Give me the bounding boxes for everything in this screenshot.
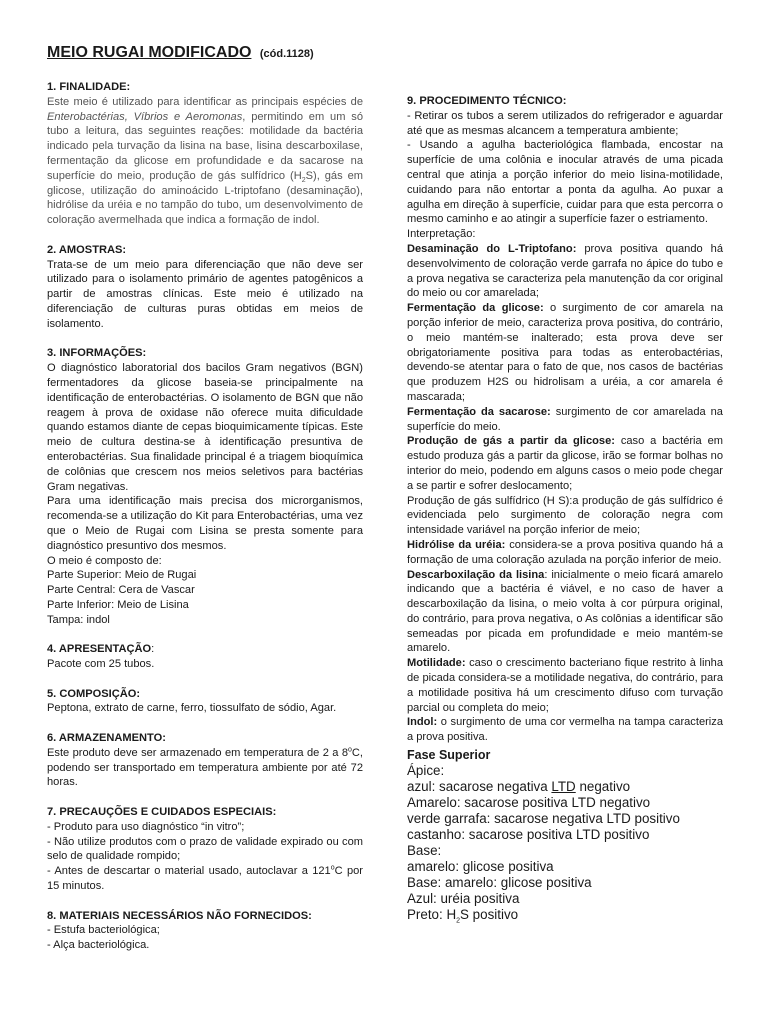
fase-base-amarelo: Base: amarelo: glicose positiva <box>407 875 592 891</box>
interp-label: Fermentação da sacarose: <box>407 405 551 418</box>
title-main: MEIO RUGAI MODIFICADO <box>47 44 252 61</box>
section-materiais <box>47 909 363 953</box>
fase-amarelo: Amarelo: sacarose positiva LTD negativo <box>407 795 651 811</box>
interpretacao-label: Interpretação: <box>407 228 476 241</box>
finalidade-t1: Este meio é utilizado para identificar as principais espécies de <box>47 95 363 108</box>
section-title-informacoes: 3. INFORMAÇÕES: <box>47 347 147 360</box>
apresentacao-colon: : <box>151 643 155 656</box>
fase-azul <box>407 779 723 795</box>
informacoes-l2: Parte Superior: Meio de Rugai <box>47 569 197 582</box>
informacoes-l4: Parte Inferior: Meio de Lisina <box>47 598 189 611</box>
armazenamento-text <box>47 746 363 790</box>
armazenamento-t1: Este produto deve ser armazenado em temperatura de 2 a 8 <box>47 746 348 759</box>
section-title-procedimento: 9. PROCEDIMENTO TÉCNICO: <box>407 95 567 107</box>
section-title-armazenamento: 6. ARMAZENAMENTO: <box>47 732 166 745</box>
informacoes-l3: Parte Central: Cera de Vascar <box>47 584 195 597</box>
interp-text: considera-se a prova positiva quando há a formação de uma coloração azulada na porção inferior de meio. <box>407 538 723 566</box>
left-column <box>47 80 363 968</box>
fase-azul-ltd: LTD <box>551 779 576 795</box>
section-title-apresentacao <box>47 642 363 657</box>
section-title-precaucoes: 7. PRECAUÇÕES E CUIDADOS ESPECIAIS: <box>47 806 277 819</box>
interp-label: Hidrólise da uréia: <box>407 538 506 551</box>
fase-preto-b: S positivo <box>460 907 519 923</box>
section-informacoes <box>47 346 363 627</box>
title-code: (cód.1128) <box>259 48 314 60</box>
procedimento-l2: - Usando a agulha bacteriológica flambada, encostar na superfície de uma colônia e inocular através de uma picada central que atinja a porção inferior do meio lisina-motilidade, cuidando para não entortar a ponta da agulha. Ao puxar a agulha em direção à superfície, cuidar para que esta percorra o mesmo caminho e ao atingir a superfície fazer o estriamento. <box>407 139 723 226</box>
fase-preto-sub: 2 <box>456 917 461 925</box>
fase-preto-a: Preto: H <box>407 907 457 923</box>
interp-item-glicose <box>407 301 723 405</box>
interp-item-triptofano <box>407 242 723 301</box>
interp-text: prova positiva quando há desenvolvimento de coloração verde garrafa no ápice do tubo e a prova negativa se caracteriza pela manutenção da cor original do meio ou cor amarelada; <box>407 242 723 300</box>
fase-amarelo2: amarelo: glicose positiva <box>407 859 554 875</box>
precaucoes-l3b: C por 15 minutos. <box>47 865 363 893</box>
interp-text: o surgimento de uma cor vermelha na tampa caracteriza a prova positiva. <box>407 716 723 744</box>
interp-text: caso a bactéria em estudo produza gás a partir da glicose, irão se formar bolhas no interior do meio, podendo em alguns casos o meio pode chegar a se partir e sofrer deslocamento; <box>407 435 723 492</box>
section-armazenamento <box>47 731 363 790</box>
interp-item-indol <box>407 715 723 745</box>
interp-text: : inicialmente o meio ficará amarelo indicando que a bactéria é viável, e no caso de haver a descarboxilação da lisina, o meio volta à cor púrpura original, do contrário, para prova negativa, o As colônias a identificar são semeadas por picada em profundidade e meio mantém-se amarelo. <box>407 568 723 655</box>
amostras-text: Trata-se de um meio para diferenciação que não deve ser utilizado para o isolamento primário de agentes patogênicos a partir de amostras clínicas. Este meio é utilizado na diferenciação de culturas puras obtidas em meios de isolamento. <box>47 258 363 330</box>
precaucoes-sup: o <box>330 864 335 872</box>
precaucoes-l2: - Não utilize produtos com o prazo de validade expirado ou com selo de qualidade rompido; <box>47 835 363 863</box>
interp-item-lisina <box>407 568 723 657</box>
composicao-text: Peptona, extrato de carne, ferro, tiossulfato de sódio, Agar. <box>47 702 337 715</box>
fase-apice: Ápice: <box>407 763 445 779</box>
interp-label: Indol: <box>407 716 438 729</box>
procedimento-l1: - Retirar os tubos a serem utilizados do refrigerador e aguardar até que as mesmas alcancem a temperatura ambiente; <box>407 109 723 137</box>
interp-item-gas-sulfidrico <box>407 494 723 538</box>
precaucoes-l3a: - Antes de descartar o material usado, autoclavar a 121 <box>47 865 331 878</box>
section-title-composicao: 5. COMPOSIÇÃO: <box>47 687 141 700</box>
section-title-amostras: 2. AMOSTRAS: <box>47 243 127 256</box>
materiais-l1: - Estufa bacteriológica; <box>47 924 160 937</box>
page-title <box>47 44 314 62</box>
fase-azul-b: negativo <box>575 779 631 795</box>
interp-label: Fermentação da glicose: <box>407 302 544 315</box>
finalidade-species: Enterobactérias, Víbrios e Aeromonas <box>47 110 243 123</box>
apresentacao-title-text: 4. APRESENTAÇÃO <box>47 643 152 656</box>
fase-base: Base: <box>407 843 442 859</box>
fase-verde: verde garrafa: sacarose negativa LTD positivo <box>407 811 680 827</box>
interp-label: Desaminação do L-Triptofano: <box>407 242 577 255</box>
section-composicao <box>47 687 363 717</box>
finalidade-t2: , permitindo em um só tubo a leitura, das seguintes reações: motilidade da bactéria indicado pela turvação da lisina na base, lisina descarboxilase, fermentação da glicose em profundidade e da sacarose na superfície do meio, produção de gás sulfídrico (H <box>47 110 364 182</box>
interp-text: o surgimento de cor amarela na porção inferior de meio, caracteriza prova positiva, do contrário, o meio mantém-se inalterado; esta prova deve ser obrigatoriamente positiva para todas as enterobactérias, devendo-se atentar para o fato de que, nos casos de bactérias que produzem H2S ou hidrolisam a uréia, a cor amarela é mascarada; <box>407 302 723 403</box>
interp-text: Produção de gás sulfídrico (H S):a produção de gás sulfídrico é evidenciada pelo surgimento de coloração negra com intensidade variável na porção inferior de meio; <box>407 494 723 537</box>
fase-castanho: castanho: sacarose positiva LTD positivo <box>407 827 650 843</box>
section-title-materiais: 8. MATERIAIS NECESSÁRIOS NÃO FORNECIDOS: <box>47 909 312 922</box>
interp-item-sacarose <box>407 405 723 435</box>
interp-label: Motilidade: <box>407 657 466 670</box>
right-column <box>407 94 723 923</box>
fase-superior-block <box>407 747 723 923</box>
interp-text: surgimento de cor amarelada na superfície do meio. <box>407 405 723 433</box>
apresentacao-text: Pacote com 25 tubos. <box>47 658 155 671</box>
armazenamento-sup: o <box>348 746 352 754</box>
interp-item-ureia <box>407 538 723 568</box>
section-precaucoes <box>47 805 363 894</box>
finalidade-t3: S), gás em glicose, utilização do aminoácido L-triptofano (desaminação), hidrólise da uréia e no tampão do tubo, um desenvolvimento de coloração avermelhada que indica a formação de indol. <box>47 169 363 227</box>
precaucoes-l3 <box>47 864 363 894</box>
fase-preto <box>407 907 723 923</box>
section-title-finalidade: 1. FINALIDADE: <box>47 81 131 93</box>
informacoes-p2: Para uma identificação mais precisa dos microrganismos, recomenda-se a utilização do Kit para Enterobactérias, uma vez que o Meio de Rugai com Lisina se presta somente para diagnóstico presuntivo dos mesmos. <box>47 495 363 552</box>
informacoes-l5: Tampa: indol <box>47 613 110 626</box>
interp-item-motilidade <box>407 656 723 715</box>
precaucoes-l1: - Produto para uso diagnóstico “in vitro”; <box>47 820 245 833</box>
interp-label: Produção de gás a partir da glicose: <box>407 435 615 448</box>
fase-superior-title: Fase Superior <box>407 748 491 763</box>
armazenamento-t2: C, podendo ser transportado em temperatura ambiente por até 72 horas. <box>47 746 363 789</box>
fase-azul-a: azul: sacarose negativa <box>407 779 552 795</box>
finalidade-sub: 2 <box>301 177 306 184</box>
finalidade-text <box>47 95 363 228</box>
informacoes-p1: O diagnóstico laboratorial dos bacilos Gram negativos (BGN) fermentadores da glicose baseia-se principalmente na identificação de enterobactérias. O isolamento de BGN que não reagem à prova de oxidase não oferece muita dificuldade quando estamos diante de cepas bioquimicamente típicas. Este meio de cultura destina-se à identificação presuntiva de enterobactérias. Sua finalidade principal é a triagem bioquímica de colônias que crescem nos meios seletivos para bactérias Gram negativas. <box>47 362 363 493</box>
fase-azul2: Azul: uréia positiva <box>407 891 520 907</box>
materiais-l2: - Alça bacteriológica. <box>47 939 150 952</box>
interp-text: caso o crescimento bacteriano fique restrito à linha de picada considera-se a motilidade negativa, do contrário, para a motilidade positiva há um crescimento difuso com turvação parcial ou completa do meio; <box>407 657 723 714</box>
interpretation-list <box>407 242 723 745</box>
section-amostras <box>47 243 363 332</box>
section-finalidade <box>47 80 363 228</box>
section-apresentacao <box>47 642 363 672</box>
informacoes-l1: O meio é composto de: <box>47 554 162 567</box>
interp-label: Descarboxilação da lisina <box>407 568 545 581</box>
interp-item-gas-glicose <box>407 434 723 493</box>
